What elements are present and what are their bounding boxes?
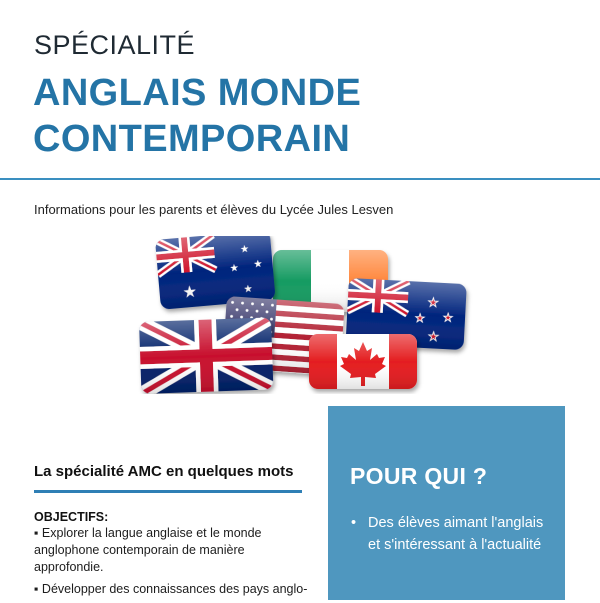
info-line: Informations pour les parents et élèves du Lycée Jules Lesven	[34, 202, 394, 217]
square-bullet-icon: ▪	[34, 582, 39, 596]
list-item	[34, 525, 309, 576]
section-kicker: SPÉCIALITÉ	[34, 30, 196, 60]
objectives-list	[34, 525, 309, 603]
audience-panel	[328, 406, 565, 600]
title-line-1: ANGLAIS MONDE	[33, 72, 362, 114]
canada-flag-icon	[309, 334, 417, 389]
square-bullet-icon: ▪	[34, 526, 39, 540]
list-item	[34, 581, 309, 598]
title-line-2: CONTEMPORAIN	[33, 118, 351, 160]
list-item: • Des élèves aimant l'anglais et s'intéressant à l'actualité	[350, 512, 550, 556]
section-heading: La spécialité AMC en quelques mots	[34, 463, 294, 480]
flags-illustration	[135, 236, 475, 394]
header-divider	[0, 178, 600, 180]
objective-text: Explorer la langue anglaise et le monde anglophone contemporain de manière approfondie.	[34, 526, 262, 574]
panel-title: POUR QUI ?	[350, 463, 488, 489]
audience-list	[350, 512, 550, 556]
page-title	[33, 70, 361, 162]
section-divider	[34, 490, 302, 493]
objective-text: Développer des connaissances des pays anglo-	[41, 582, 308, 596]
objectives-label: OBJECTIFS:	[34, 510, 109, 524]
uk-flag-icon	[139, 317, 273, 394]
